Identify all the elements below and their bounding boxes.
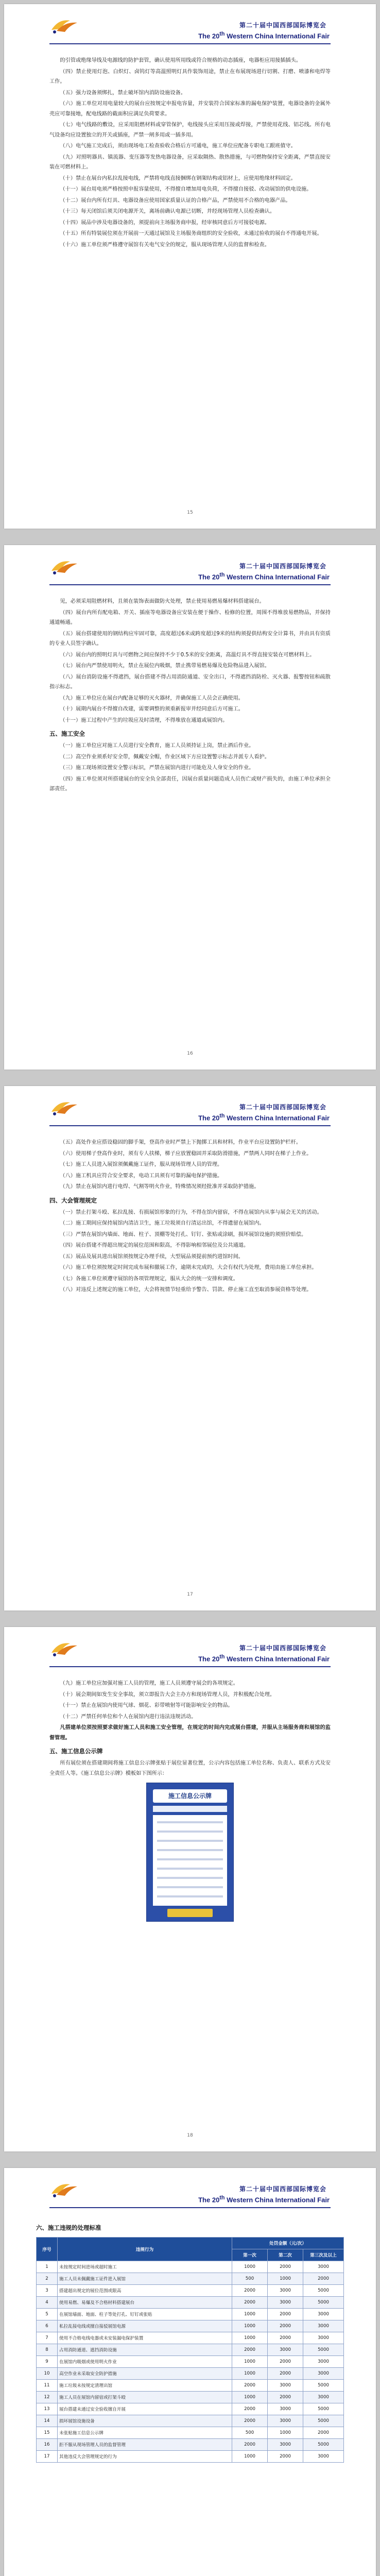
header-title-en: The 20th Western China International Fair: [198, 2195, 330, 2204]
paragraph: （八）电气施工完成后，须由现场电工检查验收合格后方可通电，施工单位应配备专职电工跟班值守。: [60, 143, 296, 149]
cell-second: 2000: [268, 2261, 303, 2273]
paragraph: （七）电气线路的敷设，应采用阻燃材料或穿管保护，电线接头应采用压接或焊接，严禁使用花线、铝芯线。所有电气设备均应设置独立的开关或插座，严禁一闸多用或一插多用。: [49, 122, 331, 138]
cell-first: 1000: [232, 2309, 268, 2320]
page-body: [36, 2219, 344, 2463]
paragraph: （九）施工单位应在展台内配备足够的灭火器材，并确保施工人员会正确使用。: [60, 695, 244, 701]
fair-logo-icon: [49, 15, 79, 36]
paragraph: （一）禁止打架斗殴、私拉乱接、有损展馆形象的行为，不得在馆内留宿，不得在展馆内从事与展会无关的活动。: [60, 1209, 322, 1215]
cell-first: 500: [232, 2427, 268, 2439]
header-divider: [49, 1666, 331, 1667]
page-number: 17: [187, 1592, 193, 1597]
cell-no: 5: [37, 2309, 58, 2320]
paragraph: （十四）展品中涉及电器设备的，须提前向主场服务商申报，经审核同意后方可接驳电源。: [60, 219, 270, 226]
paragraph: （六）施工单位须按规定时间完成布展和撤展工作，逾期未完成的，大会有权代为处理，费用由施工单位承担。: [60, 1265, 317, 1270]
cell-no: 4: [37, 2297, 58, 2309]
page-body: [49, 597, 331, 795]
cell-second: 3000: [268, 2344, 303, 2356]
page-number: 18: [187, 2133, 193, 2138]
notice-paragraph: 凡搭建单位须按照要求做好施工人员和施工安全管理，在规定的时间内完成展台搭建，并服从主场服务商和展馆的监督管理。: [49, 1725, 331, 1741]
cell-first: 1000: [232, 2392, 268, 2403]
cell-first: 2000: [232, 2285, 268, 2297]
cell-second: 3000: [268, 2439, 303, 2451]
header-title-en: The 20th Western China International Fair: [198, 1654, 330, 1663]
cell-second: 2000: [268, 2309, 303, 2320]
paragraph: （四）施工单位须对所搭建展台的安全负全部责任，因展台质量问题造成人员伤亡或财产损失的，由施工单位承担全部责任。: [49, 776, 331, 792]
cell-second: 1000: [268, 2427, 303, 2439]
cell-first: 1000: [232, 2451, 268, 2463]
table-row: [37, 2403, 344, 2415]
paragraph: （十一）禁止在展馆内使用气球、烟花、彩带喷射等可能影响安全的物品。: [60, 1703, 233, 1708]
paragraph: （八）施工机具应符合安全要求，电动工具须有可靠的漏电保护措施。: [60, 1173, 223, 1179]
cell-item: 其他违反大会管理规定的行为: [58, 2451, 232, 2463]
cell-third: 5000: [303, 2344, 344, 2356]
cell-second: 2000: [268, 2356, 303, 2368]
info-poster-image: [146, 1783, 234, 1922]
cell-third: 3000: [303, 2320, 344, 2332]
cell-item: 展台搭建未通过安全验收擅自开展: [58, 2403, 232, 2415]
cell-second: 1000: [268, 2273, 303, 2285]
table-row: [37, 2427, 344, 2439]
paragraph: （十五）所有特装展位须在开展前一天通过展馆及主场服务商组织的安全验收，未通过验收的展台不得通电开展。: [60, 231, 322, 236]
cell-item: 未按规定时间进场或超时施工: [58, 2261, 232, 2273]
page-body: [49, 56, 331, 251]
header-divider: [49, 584, 331, 585]
table-row: [37, 2297, 344, 2309]
paragraph: （五）展品及展具进出展馆须按规定办理手续，大型展品须提前预约进馆时间。: [60, 1253, 244, 1260]
paragraph: （三）严禁在展馆内墙面、地面、柱子、顶棚等处打孔、钉钉、张贴或涂刷，损坏展馆设施的须照价赔偿。: [60, 1231, 307, 1238]
paragraph: （六）展台内的照明灯具与可燃物之间应保持不少于0.5米的安全距离，高温灯具不得直接安装在可燃材料上。: [60, 652, 315, 658]
paragraph: （三）施工现场须设置安全警示标识，严禁在展馆内进行可能危及人身安全的作业。: [60, 765, 254, 771]
table-row: [37, 2392, 344, 2403]
cell-no: 2: [37, 2273, 58, 2285]
poster-title: 施工信息公示牌: [153, 1789, 227, 1803]
cell-third: 3000: [303, 2261, 344, 2273]
cell-third: 2000: [303, 2273, 344, 2285]
col-header-item: 违规行为: [58, 2238, 232, 2261]
col-header-first: 第一次: [232, 2249, 268, 2261]
cell-third: 5000: [303, 2403, 344, 2415]
page-header: [4, 1627, 376, 1673]
page-header: [4, 4, 376, 50]
paragraph: （十）禁止在展台内私拉乱接电线，严禁将电线直接捆绑在钢架结构或铝材上，应使用绝缘材料固定。: [60, 175, 296, 181]
poster-subtitle-bar: [153, 1806, 227, 1812]
page-body: [49, 1138, 331, 1296]
cell-first: 1000: [232, 2332, 268, 2344]
cell-second: 2000: [268, 2368, 303, 2380]
header-title-en: The 20th Western China International Fair: [198, 572, 330, 581]
cell-item: 在展馆墙面、地面、柱子等处打孔、钉钉或张贴: [58, 2309, 232, 2320]
cell-no: 14: [37, 2415, 58, 2427]
cell-item: 未张贴施工信息公示牌: [58, 2427, 232, 2439]
page-body: [49, 1679, 331, 1925]
cell-third: 3000: [303, 2309, 344, 2320]
fair-logo-icon: [49, 2179, 79, 2200]
poster-footer-bar: [167, 1909, 213, 1917]
paragraph: （五）高处作业应搭设稳固的脚手架，登高作业时严禁上下抛掷工具和材料，作业平台应设置防护栏杆。: [60, 1140, 302, 1145]
cell-item: 使用不合格电线电器或未安装漏电保护装置: [58, 2332, 232, 2344]
cell-no: 13: [37, 2403, 58, 2415]
cell-item: 占用消防通道、遮挡消防设施: [58, 2344, 232, 2356]
cell-no: 16: [37, 2439, 58, 2451]
paragraph: （一）施工单位应对施工人员进行安全教育，施工人员须持证上岗，禁止酒后作业。: [60, 743, 254, 749]
paragraph: （十一）展台用电须严格按照申报容量使用，不得擅自增加用电负荷，不得擅自接驳、改动展馆的供电设施。: [60, 187, 312, 192]
cell-item: 在展馆内吸烟或使用明火作业: [58, 2356, 232, 2368]
paragraph: （四）展台搭建不得超出规定的展位范围和限高，不得影响相邻展位及公共通道。: [60, 1243, 249, 1248]
cell-item: 施工人员在展馆内留宿或打架斗殴: [58, 2392, 232, 2403]
header-divider: [49, 2207, 331, 2208]
cell-first: 2000: [232, 2439, 268, 2451]
cell-first: 1000: [232, 2356, 268, 2368]
document-page: [4, 1627, 376, 2151]
paragraph: （九）施工单位应加强对施工人员的管理，施工人员须遵守展会的各项规定。: [60, 1681, 238, 1686]
paragraph: （十六）施工单位须严格遵守展馆有关电气安全的规定，服从现场管理人员的监督和检查。: [60, 242, 270, 248]
cell-second: 2000: [268, 2392, 303, 2403]
header-title-cn: 第二十届中国西部国际博览会: [239, 563, 326, 570]
cell-first: 2000: [232, 2380, 268, 2392]
cell-third: 5000: [303, 2297, 344, 2309]
cell-item: 高空作业未采取安全防护措施: [58, 2368, 232, 2380]
cell-item: 施工垃圾未按规定清理出馆: [58, 2380, 232, 2392]
paragraph: 所有展位须在搭建期间将施工信息公示牌张贴于展位显著位置，公示内容包括施工单位名称、负责人、联系方式及安全责任人等。《施工信息公示牌》模板如下图所示：: [49, 1760, 331, 1776]
cell-third: 2000: [303, 2427, 344, 2439]
cell-no: 10: [37, 2368, 58, 2380]
cell-first: 1000: [232, 2261, 268, 2273]
paragraph: （四）展台内所有配电箱、开关、插座等电器设备应安装在便于操作、检修的位置，周围不得堆放易燃物品，并保持通道畅通。: [49, 609, 331, 625]
paragraph: （六）施工单位对用电量较大的展台应按规定申报电容量，并安装符合国家标准的漏电保护装置，电器设备的金属外壳应可靠接地，配电线路的截面积应满足负荷要求。: [49, 101, 331, 117]
cell-second: 2000: [268, 2332, 303, 2344]
paragraph: （十一）施工过程中产生的垃圾应及时清理，不得堆放在通道或展馆内。: [60, 717, 228, 723]
fair-logo-icon: [49, 1638, 79, 1659]
header-divider: [49, 43, 331, 44]
page-number: 15: [187, 510, 193, 515]
col-header-second: 第二次: [268, 2249, 303, 2261]
table-row: [37, 2285, 344, 2297]
table-row: [37, 2415, 344, 2427]
table-row: [37, 2320, 344, 2332]
paragraph: （八）展台消防设施不得遮挡，展台搭建不得占用消防通道、安全出口，不得遮挡消防栓、灭火器、报警按钮和疏散指示标志。: [49, 674, 331, 690]
cell-third: 3000: [303, 2368, 344, 2380]
cell-item: 施工人员未佩戴施工证件进入展馆: [58, 2273, 232, 2285]
cell-first: 1000: [232, 2368, 268, 2380]
cell-no: 8: [37, 2344, 58, 2356]
col-header-group: 处罚金额（元/次）: [232, 2238, 344, 2249]
table-row: [37, 2332, 344, 2344]
section-heading: 五、施工信息公示牌: [49, 1748, 103, 1755]
header-title-en: The 20th Western China International Fair: [198, 1113, 330, 1122]
page-header: [4, 1086, 376, 1132]
cell-no: 1: [37, 2261, 58, 2273]
cell-first: 2000: [232, 2344, 268, 2356]
paragraph: （七）施工人员进入展馆须佩戴施工证件，服从现场管理人员的管理。: [60, 1162, 223, 1167]
paragraph: （二）施工期间应保持展馆内清洁卫生，施工垃圾须自行清运出馆，不得遗留在展馆内。: [60, 1221, 265, 1226]
cell-item: 私拉乱接电线或擅自接驳展馆电源: [58, 2320, 232, 2332]
penalty-table: [36, 2237, 344, 2463]
header-title-cn: 第二十届中国西部国际博览会: [239, 2185, 326, 2193]
cell-first: 2000: [232, 2403, 268, 2415]
cell-item: 拒不服从现场管理人员的监督管理: [58, 2439, 232, 2451]
cell-item: 搭建超出规定的展位范围或限高: [58, 2285, 232, 2297]
document-page: [4, 2168, 376, 2576]
table-row: [37, 2451, 344, 2463]
cell-third: 3000: [303, 2356, 344, 2368]
table-row: [37, 2261, 344, 2273]
cell-third: 3000: [303, 2392, 344, 2403]
paragraph: （十二）严禁任何单位和个人在展馆内进行违法违规活动。: [60, 1714, 197, 1720]
cell-first: 2000: [232, 2297, 268, 2309]
cell-second: 3000: [268, 2403, 303, 2415]
col-header-no: 序号: [37, 2238, 58, 2261]
cell-first: 1000: [232, 2320, 268, 2332]
cell-third: 3000: [303, 2451, 344, 2463]
cell-second: 3000: [268, 2380, 303, 2392]
table-row: [37, 2273, 344, 2285]
cell-no: 12: [37, 2392, 58, 2403]
header-divider: [49, 1125, 331, 1126]
header-title-cn: 第二十届中国西部国际博览会: [239, 1645, 326, 1652]
table-row: [37, 2439, 344, 2451]
paragraph: （五）强力设备须绑扎，禁止破坏馆内消防设施设备。: [60, 90, 186, 96]
cell-second: 3000: [268, 2297, 303, 2309]
paragraph: （八）对违反上述规定的施工单位，大会将视情节轻重给予警告、罚款、停止施工直至取消参展资格等处理。: [60, 1287, 312, 1293]
section-heading: 四、大会管理规定: [49, 1196, 97, 1204]
cell-third: 5000: [303, 2415, 344, 2427]
header-title-cn: 第二十届中国西部国际博览会: [239, 1104, 326, 1111]
cell-first: 500: [232, 2273, 268, 2285]
paragraph: （十）展期内展台不得擅自改建，需要调整的须重新报审并经同意后方可施工。: [60, 706, 244, 712]
document-page: [4, 1086, 376, 1611]
cell-second: 2000: [268, 2320, 303, 2332]
section-heading: 六、施工违规的处理标准: [36, 2224, 101, 2231]
paragraph: （十）展会期间如发生安全事故，须立即报告大会主办方和现场管理人员，并积极配合处理。: [60, 1691, 275, 1698]
document-page: [4, 545, 376, 1070]
table-row: [37, 2356, 344, 2368]
paragraph: 见，必须采用阻燃材料，且须在装饰表面做防火处理，禁止使用易燃易爆材料搭建展台。: [60, 599, 265, 604]
cell-second: 3000: [268, 2285, 303, 2297]
cell-item: 损坏展馆设施设备: [58, 2415, 232, 2427]
paragraph: （二）高空作业须系好安全带，佩戴安全帽，作业区域下方应设置警示标志并派专人看护。: [60, 754, 270, 760]
fair-logo-icon: [49, 556, 79, 577]
cell-item: 使用易燃、易爆及不合格材料搭建展台: [58, 2297, 232, 2309]
paragraph: （七）各施工单位须遵守展馆的各项管理规定，服从大会的统一安排和调度。: [60, 1276, 238, 1282]
page-header: [4, 545, 376, 591]
cell-no: 3: [37, 2285, 58, 2297]
fair-logo-icon: [49, 1097, 79, 1118]
cell-second: 2000: [268, 2451, 303, 2463]
table-row: [37, 2344, 344, 2356]
col-header-third: 第三次及以上: [303, 2249, 344, 2261]
table-row: [37, 2380, 344, 2392]
paragraph: （十三）每天闭馆后须关闭电源开关，离场前确认电源已切断，并经现场管理人员检查确认。: [60, 209, 275, 214]
cell-third: 5000: [303, 2439, 344, 2451]
cell-no: 9: [37, 2356, 58, 2368]
section-heading: 五、施工安全: [49, 730, 85, 737]
cell-no: 7: [37, 2332, 58, 2344]
header-title-en: The 20th Western China International Fair: [198, 31, 330, 40]
table-row: [37, 2309, 344, 2320]
paragraph: （四）禁止使用灯泡、白炽灯、卤钨灯等高温照明灯具作装饰用途，禁止在布展现场进行切割、打磨、喷漆和电焊等工作。: [49, 69, 331, 84]
cell-no: 15: [37, 2427, 58, 2439]
paragraph: （五）展台搭建使用的钢结构应牢固可靠，高度超过6米或跨度超过9米的结构须提供结构安全计算书，并由具有资质的专业人员签字确认。: [49, 631, 331, 647]
cell-no: 6: [37, 2320, 58, 2332]
document-page: [4, 4, 376, 529]
poster-board: [153, 1815, 227, 1906]
paragraph: （九）禁止在展馆内进行电焊、气割等明火作业，特殊情况须经批准并采取防护措施。: [60, 1184, 260, 1190]
paragraph: （七）展台内严禁使用明火，禁止在展位内吸烟，禁止携带易燃易爆及危险物品进入展馆。: [60, 663, 270, 669]
table-row: [37, 2368, 344, 2380]
cell-no: 11: [37, 2380, 58, 2392]
page-number: 16: [187, 1051, 193, 1056]
paragraph: （九）对照明器具、镇流器、变压器等发热电器设备，应采取隔热、散热措施，与可燃物保持安全距离，严禁直接安装在可燃材料上。: [49, 154, 331, 170]
header-title-cn: 第二十届中国西部国际博览会: [239, 22, 326, 29]
paragraph: （六）使用梯子登高作业时，须有专人扶梯，梯子应放置稳固并采取防滑措施，严禁两人同时在梯子上作业。: [60, 1150, 312, 1157]
page-header: [4, 2168, 376, 2214]
paragraph: 的引管或绝缘导线及电源线的防护套管，确认使用所用线或符合规格的动态插座，电器柜应用接插插头。: [60, 58, 302, 63]
cell-third: 5000: [303, 2285, 344, 2297]
cell-first: 2000: [232, 2415, 268, 2427]
paragraph: （十二）展台内所有灯具、电器设备应使用国家质量认证的合格产品，严禁使用不合格的电器产品。: [60, 197, 291, 204]
cell-third: 3000: [303, 2332, 344, 2344]
cell-no: 17: [37, 2451, 58, 2463]
cell-second: 3000: [268, 2415, 303, 2427]
cell-third: 5000: [303, 2380, 344, 2392]
